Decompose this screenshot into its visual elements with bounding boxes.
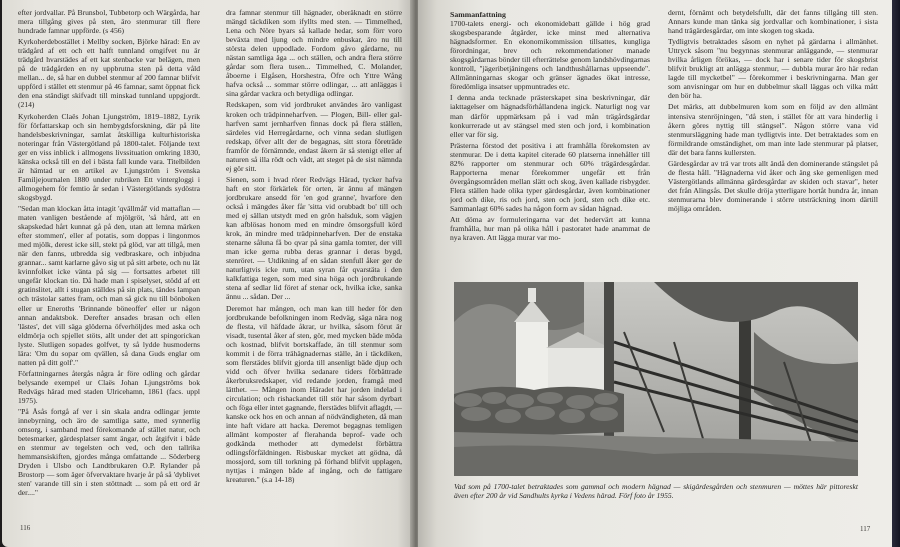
- photo-caption: Vad som på 1700-talet betraktades som gammal och modern hägnad — skigärdesgården och stenmuren — möttes här pittoreskt även efter 200 år vid Sandhults kyrka i Vedens härad. Förf foto år 1955.: [454, 482, 858, 501]
- left-page: [2, 0, 414, 547]
- background-edge: [892, 0, 900, 547]
- right-page: [418, 0, 892, 547]
- page-number: 117: [860, 525, 871, 533]
- paragraph: dernt, förnämt och betydelsfullt, där det fanns tillgång till sten. Annars kunde man tänka sig jordvallar och kombinationer, i sista hand trägärdesgårdar, om inte skogen tog skada.: [668, 8, 878, 36]
- paragraph: dra famnar stenmur till hägnader, oberäknadt en större mängd täckdiken som ifyllts med sten. — Timmelhed, Lena och Nöre byars så kallade hedar, som förr voro beväxta med ljung och mindre enbuskar, äro nu till största delen uppodlade. Fordom gåvo gårdarne, nu nästan samtliga äga ... och ställen, och andra flera större gårdar som flera tusen... Timmelhed, C. Molander, åboerne i Elgåsen, Horshestra, Öfre och Yttre Wång hafva också ... sommar större odlingar, ... att anläggas i sina gårdar vackra och betydliga odlingar.: [226, 8, 402, 99]
- right-column-1: [450, 8, 650, 276]
- section-heading: Sammanfattning: [450, 10, 506, 19]
- left-column-1: [18, 8, 200, 516]
- paragraph: 1700-talets energi- och ekonomidebatt gällde i hög grad skogsbesparande åtgärder, icke minst med alternativa hägnadsformer. En ekonomikommission tillsattes, kungliga förordningar, brev och rekommendationer manade skogsgårdarnas bönder till efterrättelse genom landshövdingarnas kontroll, "jägeribetjäningens och landthushållarnas uppseende". Allmänningarnas skogar och gränser ägnades ökat intresse, föredömliga insatser uppmuntrades etc.: [450, 19, 650, 92]
- paragraph: Det märks, att dubbelmuren kom som en följd av den allmänt intensiva stenröjningen, "då sten, i stället för att vara hinderlig i åkern göres nyttig till stängsel". Någon större vana vid stenmursläggning hade man tydligtvis inte. Det betraktades som en förmildrande omständighet, om man inte lade stenmurar på platser, där det bara fanns kullersten.: [668, 102, 878, 157]
- paragraph: "Sedan man klockan åtta intagit 'qvällmål' vid mattaflan — maten vanligen bestående af mjölgröt, 'så hård, att en skapskedad hårt kunnat gå på den, utan att lemna märken efter stommen', eller af potatis, som doppas i lingonmos med mjölk, derest icke sill, stekt på glöd, var att tillgå, men när den fanns, utbredda sig vedbraskare, och inbjudna grannar... samt karlarne gåvo sig ut på sitt arbete, och nu lät kvinnfolket icke vänta på sig — fortsattes arbetet till ungefär klockan tio. Då hade man i spiselyset, stödd af ett gratinslitet, allt i stugan ställdes på sin plats, tändes lampan och trästolar sattes fram, och man så gick nu till bönboken eller ur Eneroths 'Brinnande böneoffer' eller ur någon annan andaktsbok. Derefter ansades brasan och ellen 'lästes', det vill säga glöderna öfverhöljdes med aska och eldmörja och spjellet stöts, allt under det att spingorickan lyste. Slutligen sopades golfvet, ty så lydde husmoderns lära: 'Om du sopar om qvällen, så dana Guds englar om natten på ditt golf'.": [18, 203, 200, 367]
- paragraph: efter jordvallar. På Brunsbol, Tubbetorp och Wärgårda, har mera tillgång gives på sten, äro stenmurar till flere hundrade famnar uppförde. (s 456): [18, 8, 200, 36]
- paragraph: Sienen, som i hvad rörer Redvägs Härad, tycker hafva haft en stor förkärlek för orten, är ännu af mängen jordbrukare ansedd för 'en god granne', hvarfore den också i mängdes åker får 'sitta vid orubbadt bo' till och med ej sällan utstydt med en grön halsduk, som vägjen kan afblösas honom med en mindre ömsorgsfull körd krok, än mindre med trädpinneharfven. Der de enstaka stenarne såluna få bo qvar på sina gamla tomter, der vill man icke gerna rubba deras grannar i deras bygd, stenröret. — Utdikning af en sådan stenfull åker ger de naturligtvis icke rum, utan syran får qvarstäta i den kalkfattiga tegen, som med sina höga och jordbrukande stena af sedlar lid föret af stenar ock, hvilka icke, sanka ännu ... sådan. Der ...: [226, 174, 402, 302]
- page-number: 116: [20, 524, 31, 532]
- paragraph: Gärdesgårdar av trä var trots allt ändå den dominerande stängslet på de flesta håll. "Hägnaderna vid åker och äng ske gemenligen med Västergötlands allmänna gärdesgårdar av skiden och stavar", heter det från Alingsås. Det skulle dröja ytterligare hortåt hundra år, innan stenmurarna blev dominerande i större utsträckning inom därtill möjliga områden.: [668, 158, 878, 213]
- paragraph: Deremot har mången, och man kan till heder för den jordbrukande befolkningen inom Redväg, säga nära nog de flesta, vil häfdade åkrar, ur hvilka, såsom förut är visadt, tusental åker af sten, gör, med mycken bäde möda och kostnad, blifvit bortskaffade, än till stenmur som kommit i de förra trähägnadernas ställe, än i täckdiken, som flerstädes blifvit gjorda till ansenligt bäde djup och vidd och öfver hvilka sedanare tiders förbättrade åkerbruksredskaper, vid redande jorden, framgå med lätthet. — Mången inom Häradet har jorden indelad i circulation; och rishackandet till stör har såsom dyrbart och föga eller intet gagnande, flerstädes blifvit aflagdt, — kanske ock hos en och annan af nödvändigheten, då man inte haft vidare att hacka. Deremot begagnas temligen allmänt komposter af flerahanda beprof- vade och godkända methoder att dymedelst förbättra odlingsförfäldningen. Risbuskar mycket att gödna, då mossjord, som till torkning på förhand blifvit upplagen, nyttjas i mängen både af ingång, och de fattigare kreaturen." (s.a 14-18): [226, 303, 402, 485]
- paragraph: Kyrkoherdebostället i Mellby socken, Björke härad: En av trädgård af ett och ett halft tunnland omgifvet nu är trädgård hvarstädes af ett kat stenbacke var belägen, men på de trädgården en ny uppbrutna sten på detta våld mellan... de, så har en dubbel stenmur af 200 famnar blifvit uppförd i stället ett stenmur på 46 famnar, samt öppnat fick den ena ständigt skifvadt till minskad tunnland uppgjordt.(214): [18, 37, 200, 110]
- paragraph: Kyrkoherden Claës Johan Ljungström, 1819–1882, Lyrik för författarskap och sin hembygdsforskning, där på lite handelsbeskrivningar, samlat åtskilliga kulturhistoriska noteringar från Västergötland på 1800-talet. Följande text ger en viss inblick i allmogens livssituation omkring 1830, känska också till en del i bästa fall kunde vara. Titelbilden är hämtad ur en artikel av Ljungström i Svenska Familjejournalen 1880 under rubriken Ett vintergloggi i allmogehem för femtio år sedan i Västergötlands sydöstra skogsbygd.: [18, 111, 200, 202]
- paragraph: I denna anda tecknade prästerskapet sina beskrivningar, där iakttagelser om hägnadsförhållandena ingick. Naturligt nog var man därför uppmärksam på i vad mån trägårdsgärdar konkurrerade ut av stängsel med sten och jord, i kombination eller var för sig.: [450, 93, 650, 139]
- left-column-2: [226, 8, 402, 530]
- paragraph: Att döma av formuleringarna var det hedervärt att kunna framhålla, hur man på olika håll i pastoratet hade anammat de nya kraven. Att lägga murar var mo-: [450, 215, 650, 243]
- paragraph: Tydligtvis betraktades såsom en nyhet på gärdarna i allmänhet. Uttryck såsom "nu begynnas stenmurar anläggande, — stenmurar hvilka årligen förökas, — dock har i senare tider för skogsbrist blifvit brukligt att anlägga stenmur, — dubbla murar äro här redan lagde till mycketbel" — förekommer i beskrivningarna. Man ger som anvisningar om hur en dubbelmur skall läggas och vilka mått den bör ha.: [668, 37, 878, 101]
- paragraph: Redskapen, som vid jordbruket användes äro vanligast kroken och trädpinneharfven. — Plogen, Bill- eller gal- harfven samt jernharfven finnas dock på flera ställen, särdeles vid Herregårdarne, och vinna sedan slutligen redskap, öfver allt der de begagnas, sitt stora företräde framför de förnämnde, endast åkern är så stenigt eller af naturen så illa rödt och vådt, att steget på de sist nämnda ej gör sitt.: [226, 100, 402, 173]
- right-column-2: [668, 8, 878, 276]
- paragraph: Prästerna förstod det positiva i att framhålla förekomsten av stenmurar. De i detta kapitel citerade 60 platserna innehåller till 82% rapporter om stenmurar och 60% trägärdesgårdar. Rapporterna menar förekommer ungefär ett från övergångsområden mellan slätt och skog, även kallade risbygder. Flera ställen hade olika typer gärdesgårdar, även kombinationer jord och dike, ris och jord, sten och jord, sten och dike etc. Sammanlagt 60% sades ha någon form av sådan hägnad.: [450, 140, 650, 213]
- paragraph: Författningarnes återgås några år före odling och gårdar belysande exempel ur Claës Johan Ljungströms bok Redvägs härad med staden Ulricehamn, 1861 (facs. uppl 1975).: [18, 368, 200, 405]
- paragraph: "På Åsås fortgå af ver i sin skala andra odlingar jemte innebyrning, och äro de samtliga satte, med synnerlig omsorg, i samband med förekomande af stället natur, och betesmarker, gärdesplatser samt ängar, och åtgifvit i både en stenmur av tegelsten och ved, och den tallrika hemmansiskiften, gjordes många omfattande ... Söderberg Dryden i Ulsbo och Landtbrukaren O.P. Rylander på Brostorp — som äger öfvervaktare hvarje år på så 'dyblivet sten' varande till sin i sten stöttnadt ... som på ett ord är der....": [18, 407, 200, 498]
- church-photo: [454, 282, 858, 476]
